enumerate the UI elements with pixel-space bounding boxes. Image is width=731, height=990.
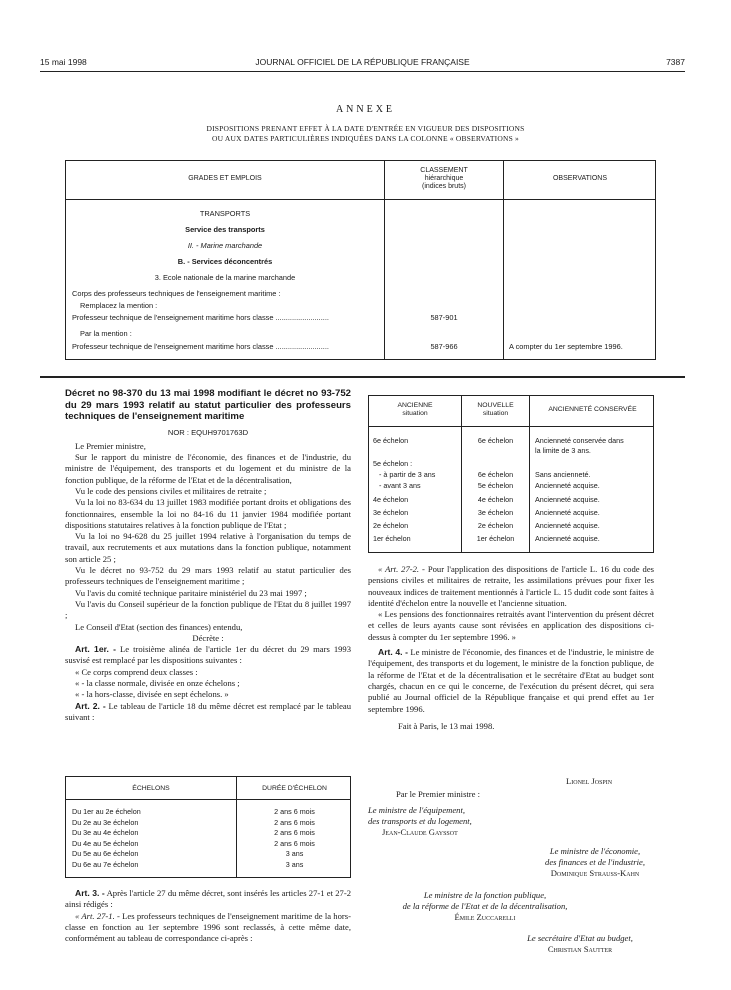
header-rule <box>40 71 685 72</box>
table-row-value: 3 ans <box>285 859 304 869</box>
table-cell: Sans ancienneté. <box>535 470 591 479</box>
decrete-label: Décrète : <box>192 632 224 643</box>
classement-line-2: hiérarchique <box>424 175 464 182</box>
signature-budget <box>505 933 655 955</box>
col-header-duree: DURÉE D'ÉCHELON <box>262 785 327 792</box>
table-cell: 1er échelon <box>476 534 515 543</box>
paragraph: Vu la loi no 83-634 du 13 juillet 1983 modifiée portant droits et obligations des fonctionnaires, ensemble la loi no 84-16 du 11 janvier 1984 modifiée portant dispositions statutaires relatives à la fonction publique de l'Etat ; <box>65 497 351 530</box>
col-header-grades: GRADES ET EMPLOIS <box>188 175 262 182</box>
signature-line: Le ministre de l'équipement, <box>368 805 465 815</box>
article-27-1 <box>65 911 351 945</box>
quote: « - la classe normale, divisée en onze échelons ; <box>75 678 240 689</box>
article-27-2 <box>368 564 654 609</box>
par-le-premier-ministre: Par le Premier ministre : <box>396 789 481 799</box>
table-cell: Ancienneté acquise. <box>535 481 600 490</box>
signature-name: Émile Zuccarelli <box>454 912 516 922</box>
paragraph: Vu la loi no 94-628 du 25 juillet 1994 relative à l'organisation du temps de travail, aux recrutements et aux mutations dans la fonction publique, notamment son article 25 ; <box>65 531 351 564</box>
table-cell: 6e échelon <box>477 470 514 479</box>
article-4-label: Art. 4. - <box>378 647 408 658</box>
article-2-text: Le tableau de l'article 18 du même décret est remplacé par le tableau suivant : <box>65 700 352 722</box>
row1-value: 587-901 <box>430 313 458 322</box>
signature-name: Jean-Claude Gayssot <box>382 827 458 837</box>
signature-line: Le ministre de la fonction publique, <box>423 890 547 900</box>
col-header-nouvelle <box>462 402 529 418</box>
table-cell: 2e échelon <box>373 521 409 530</box>
section-service: Service des transports <box>185 225 265 234</box>
col-header-anciennete: ANCIENNETÉ CONSERVÉE <box>548 406 637 413</box>
section-rule <box>40 376 685 378</box>
table-cell: 5e échelon : <box>373 459 413 468</box>
article-27-2-text: - Pour l'application des dispositions de l'article L. 16 du code des pensions civiles et militaires de retraite, les assimilations prévues pour fixer les nouveaux indices de traitement mentionnés à l'article L. 15 dudit code sont faites à identité d'échelon entre la nouvelle et l'ancienne situation. <box>368 564 654 608</box>
header-date: 15 mai 1998 <box>40 57 87 67</box>
table-cell: Ancienneté acquise. <box>535 521 600 530</box>
table-cell: Ancienneté acquise. <box>535 534 600 543</box>
correspondance-table <box>368 395 654 553</box>
paragraph: Vu l'avis du comité technique paritaire ministériel du 23 mai 1997 ; <box>75 587 307 598</box>
article-4 <box>368 647 654 715</box>
signature-name: Dominique Strauss-Kahn <box>550 868 640 878</box>
table-cell: 6e échelon <box>477 436 514 445</box>
article-3-block <box>65 888 351 944</box>
row2-label: Professeur technique de l'enseignement maritime hors classe .......................... <box>72 342 329 351</box>
table-row-value: 3 ans <box>285 849 304 858</box>
table-cell: Ancienneté conservée dans <box>535 436 624 445</box>
page-header <box>40 57 685 71</box>
classement-line-1: CLASSEMENT <box>420 167 468 174</box>
row1-text: Professeur technique de l'enseignement maritime hors classe <box>72 313 274 322</box>
row2-text: Professeur technique de l'enseignement maritime hors classe <box>72 342 274 351</box>
col-header-ancienne <box>369 402 461 418</box>
annexe-subtitle-line-1: DISPOSITIONS PRENANT EFFET À LA DATE D'ENTRÉE EN VIGUEUR DES DISPOSITIONS <box>206 124 525 133</box>
signature-premier-ministre: Lionel Jospin <box>566 776 613 786</box>
table-row-value: 2 ans 6 mois <box>274 828 315 837</box>
paragraph: Vu le code des pensions civiles et militaires de retraite ; <box>75 485 267 496</box>
paragraph: Le Conseil d'Etat (section des finances) entendu, <box>75 621 243 632</box>
nor-reference: NOR : EQUH9701763D <box>167 427 249 437</box>
article-1 <box>65 644 351 667</box>
article-2 <box>65 701 351 724</box>
article-27-1-text: - Les professeurs techniques de l'enseignement maritime de la hors-classe en fonction au 1er septembre 1996 sont reclassés, à cette même date, conformément au tableau de correspondance ci-après : <box>65 910 351 944</box>
article-27-2-label: « Art. 27-2. <box>378 564 420 574</box>
paragraph: Sur le rapport du ministre de l'économie, des finances et de l'industrie, du ministre de l'équipement, des transports et du logement et du ministre de la fonction publique, de la réforme de l'Etat et de la décentralisation, <box>65 452 351 485</box>
article-3-text: Après l'article 27 du même décret, sont insérés les articles 27-1 et 27-2 ainsi rédigés : <box>65 888 351 910</box>
col-header-echelons: ÉCHELONS <box>132 785 170 792</box>
table-cell: - avant 3 ans <box>379 481 421 490</box>
article-27-1-label: « Art. 27-1. <box>75 910 115 921</box>
signature-line: des finances et de l'industrie, <box>545 857 645 867</box>
col-divider <box>503 161 504 359</box>
decret-title: Décret no 98-370 du 13 mai 1998 modifiant le décret no 93-752 du 29 mars 1993 relatif au statut particulier des professeurs techniques de l'enseignement maritime <box>65 388 351 422</box>
table-cell: 1er échelon <box>373 534 411 543</box>
paragraph: Le Premier ministre, <box>75 440 146 451</box>
table-cell: Ancienneté acquise. <box>535 495 600 504</box>
table-row-label: Du 3e au 4e échelon <box>72 828 139 837</box>
paragraph: Vu l'avis du Conseil supérieur de la fonction publique de l'Etat du 8 juillet 1997 ; <box>65 598 351 621</box>
table-cell: 5e échelon <box>477 481 514 490</box>
table-cell: 4e échelon <box>477 495 514 504</box>
header-line: ANCIENNE <box>397 402 433 409</box>
table-cell: la limite de 3 ans. <box>535 446 591 455</box>
right-column-text <box>368 564 654 732</box>
table-row-label: Du 5e au 6e échelon <box>72 849 139 858</box>
signature-line: de la réforme de l'Etat et de la décentralisation, <box>402 901 568 911</box>
annexe-table <box>65 160 656 360</box>
table-row-value: 2 ans 6 mois <box>274 807 315 816</box>
fait-a-paris: Fait à Paris, le 13 mai 1998. <box>398 720 495 731</box>
signature-name: Christian Sautter <box>547 944 613 954</box>
article-3 <box>65 888 351 911</box>
header-line: situation <box>402 410 428 417</box>
remplacez-label: Remplacez la mention : <box>80 301 158 310</box>
table-row-label: Du 1er au 2e échelon <box>72 807 141 816</box>
table-cell: Ancienneté acquise. <box>535 508 600 517</box>
table-row-value: 2 ans 6 mois <box>274 838 315 848</box>
table-cell: 6e échelon <box>373 436 409 445</box>
signature-line: Le secrétaire d'Etat au budget, <box>527 933 633 943</box>
header-divider <box>66 199 655 200</box>
article-1-label: Art. 1er. - <box>75 644 117 655</box>
signature-economie <box>530 846 660 879</box>
table-cell: 2e échelon <box>477 521 514 530</box>
table-cell: 3e échelon <box>477 508 514 517</box>
header-divider <box>66 799 350 800</box>
article-2-label: Art. 2. - <box>75 700 106 711</box>
table-row-label: Du 4e au 5e échelon <box>72 838 139 848</box>
row1-label: Professeur technique de l'enseignement maritime hors classe .......................... <box>72 313 329 322</box>
header-divider <box>369 426 653 427</box>
row2-observation: A compter du 1er septembre 1996. <box>509 342 623 351</box>
quote: « Ce corps comprend deux classes : <box>75 666 198 677</box>
annexe-title: ANNEXE <box>335 104 396 115</box>
table-cell: 4e échelon <box>373 495 409 504</box>
col-header-observations: OBSERVATIONS <box>552 175 608 182</box>
signature-fonction-publique <box>370 890 600 923</box>
header-journal-title: JOURNAL OFFICIEL DE LA RÉPUBLIQUE FRANÇAISE <box>255 57 470 67</box>
annexe-subtitle <box>0 124 731 144</box>
header-line: situation <box>482 410 509 417</box>
col-divider <box>529 396 530 552</box>
article-4-text: Le ministre de l'économie, des finances et de l'industrie, le ministre de l'équipement, des transports et du logement, le ministre de la fonction publique, de la réforme de l'Etat et de la décentralisation et le secrétaire d'Etat au budget sont chargés, chacun en ce qui le concerne, de l'exécution du présent décret, qui sera publié au Journal officiel de la République française et qui prend effet au 1er septembre 1996. <box>368 647 654 714</box>
table-row-label: Du 2e au 3e échelon <box>72 817 139 827</box>
echelons-table <box>65 776 351 878</box>
paragraph: Vu le décret no 93-752 du 29 mars 1993 relatif au statut particulier des professeurs techniques de l'enseignement maritime ; <box>65 565 351 587</box>
article-1-text: Le troisième alinéa de l'article 1er du décret du 29 mars 1993 susvisé est remplacé par les dispositions suivantes : <box>65 644 352 666</box>
quote: « - la hors-classe, divisée en sept échelons. » <box>75 689 229 700</box>
annexe-subtitle-line-2: OU AUX DATES PARTICULIÈRES INDIQUÉES DANS LA COLONNE « OBSERVATIONS » <box>212 134 519 143</box>
signature-line: des transports et du logement, <box>368 816 472 826</box>
signature-line: Le ministre de l'économie, <box>549 846 641 856</box>
table-row-value: 2 ans 6 mois <box>274 817 315 827</box>
classement-line-3: (indices bruts) <box>422 183 466 190</box>
section-marine: II. - Marine marchande <box>187 241 263 250</box>
par-label: Par la mention : <box>80 329 132 338</box>
section-transports: TRANSPORTS <box>199 209 251 218</box>
decret-left-column <box>65 388 351 723</box>
signature-equipement <box>368 805 472 838</box>
paragraph: « Les pensions des fonctionnaires retraités avant l'intervention du présent décret et celles de leurs ayants cause sont révisées en application des dispositions ci-dessus à compter du 1er septembre 1996. » <box>368 609 654 642</box>
section-ecole: 3. Ecole nationale de la marine marchande <box>154 273 296 282</box>
table-cell: 3e échelon <box>373 508 409 517</box>
table-cell: - à partir de 3 ans <box>379 470 436 479</box>
corps-label: Corps des professeurs techniques de l'enseignement maritime : <box>72 289 281 298</box>
header-line: NOUVELLE <box>477 402 514 409</box>
section-services-deconcentres: B. - Services déconcentrés <box>177 257 273 266</box>
row2-value: 587-966 <box>430 342 458 351</box>
article-3-label: Art. 3. - <box>75 888 105 898</box>
table-row-label: Du 6e au 7e échelon <box>72 859 139 869</box>
col-header-classement <box>385 167 503 191</box>
header-page-number: 7387 <box>666 57 685 67</box>
